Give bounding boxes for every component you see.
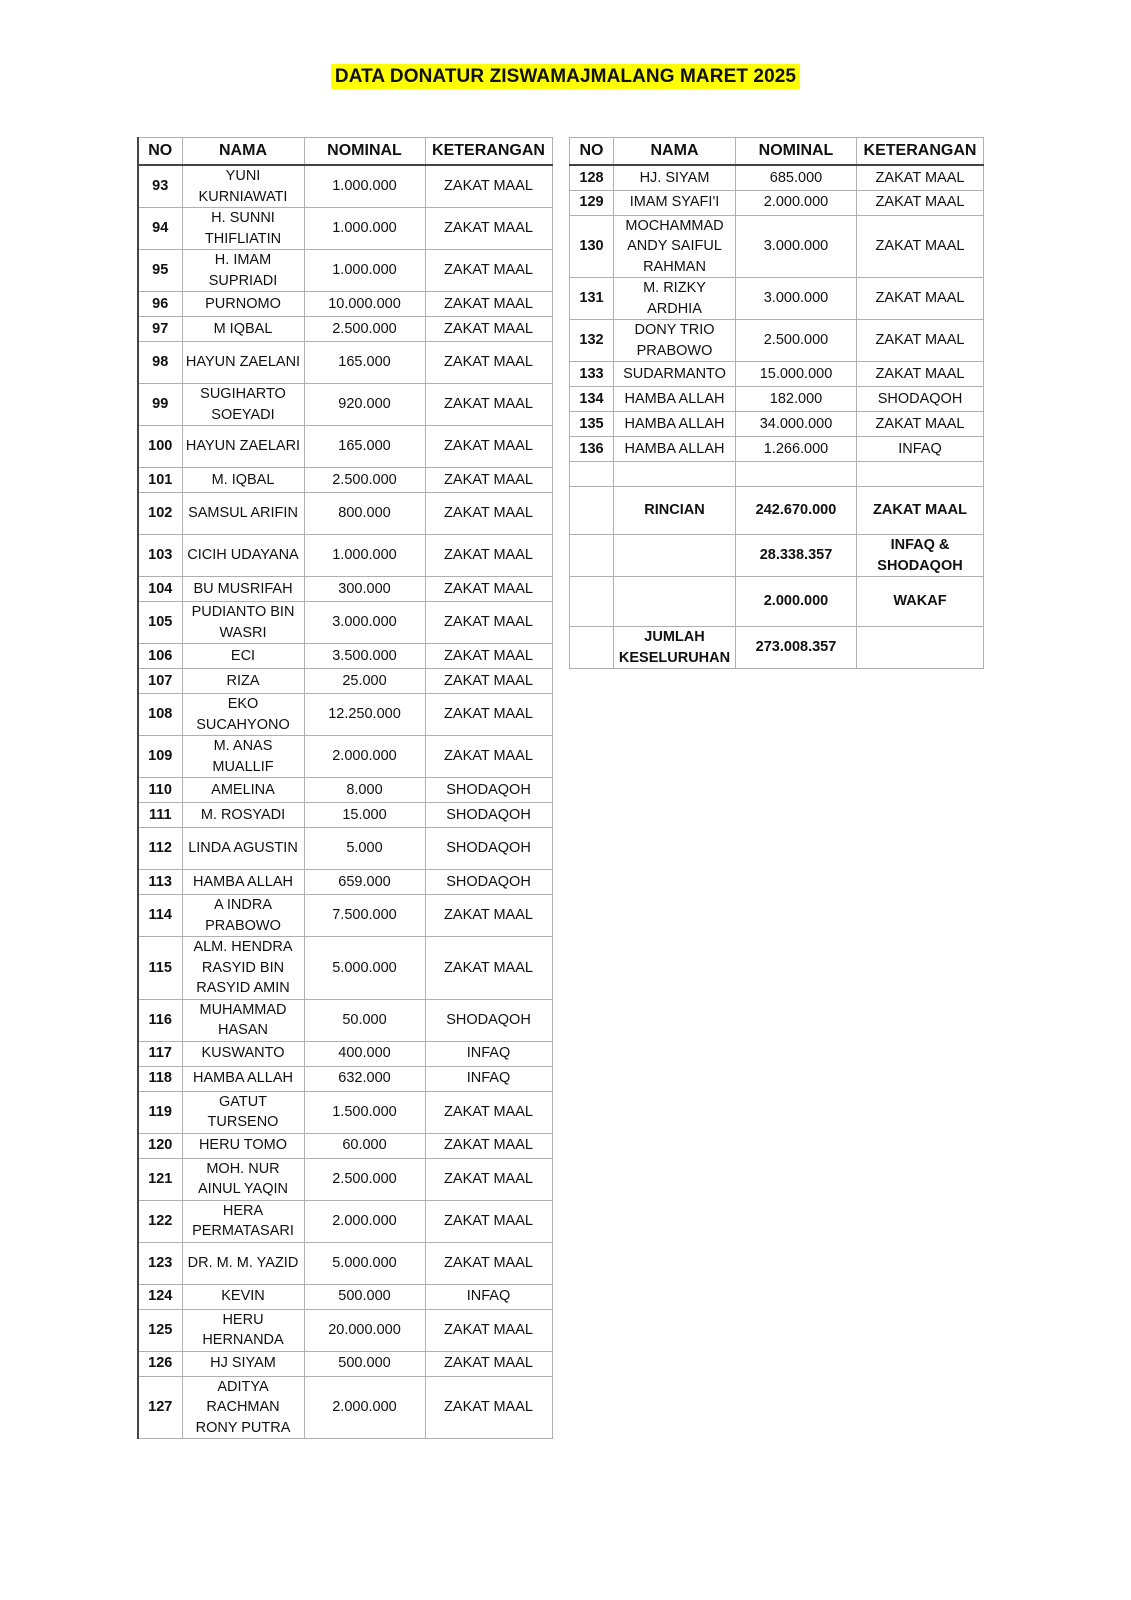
row-no: 115 — [138, 937, 182, 1000]
row-keterangan: INFAQ — [857, 437, 984, 462]
table-row — [570, 278, 984, 320]
row-nama: EKO SUCAHYONO — [182, 694, 304, 736]
summary-keterangan: WAKAF — [857, 577, 984, 627]
row-no: 110 — [138, 778, 182, 803]
row-nominal: 500.000 — [304, 1284, 425, 1309]
document-title: DATA DONATUR ZISWAMAJMALANG MARET 2025 — [331, 64, 800, 89]
row-nama: ADITYA RACHMAN RONY PUTRA — [182, 1376, 304, 1439]
table-row — [570, 215, 984, 278]
row-no: 104 — [138, 577, 182, 602]
row-nama: KUSWANTO — [182, 1041, 304, 1066]
row-keterangan: ZAKAT MAAL — [425, 736, 552, 778]
table-row — [570, 362, 984, 387]
row-nama: DONY TRIO PRABOWO — [614, 320, 736, 362]
row-no: 134 — [570, 387, 614, 412]
row-nama: M IQBAL — [182, 317, 304, 342]
row-keterangan: ZAKAT MAAL — [425, 1200, 552, 1242]
row-nama: SUGIHARTO SOEYADI — [182, 384, 304, 426]
row-nominal: 3.000.000 — [736, 278, 857, 320]
row-no: 118 — [138, 1066, 182, 1091]
row-nama: H. IMAM SUPRIADI — [182, 250, 304, 292]
table-row — [138, 1309, 552, 1351]
row-nominal: 3.000.000 — [736, 215, 857, 278]
row-nama: SUDARMANTO — [614, 362, 736, 387]
summary-nominal: 28.338.357 — [736, 535, 857, 577]
row-nominal: 2.000.000 — [304, 1200, 425, 1242]
row-keterangan: INFAQ — [425, 1284, 552, 1309]
table-row — [138, 644, 552, 669]
table-row — [138, 1376, 552, 1439]
table-row — [138, 803, 552, 828]
document-title-wrap — [0, 66, 1131, 88]
row-no: 106 — [138, 644, 182, 669]
row-keterangan: SHODAQOH — [425, 828, 552, 870]
row-nominal: 1.000.000 — [304, 165, 425, 208]
row-nama: HAMBA ALLAH — [182, 1066, 304, 1091]
row-no: 98 — [138, 342, 182, 384]
row-nominal: 2.500.000 — [736, 320, 857, 362]
row-nama: M. RIZKY ARDHIA — [614, 278, 736, 320]
row-nominal: 165.000 — [304, 342, 425, 384]
table-row — [138, 1284, 552, 1309]
row-keterangan: ZAKAT MAAL — [425, 165, 552, 208]
row-nama: HERU TOMO — [182, 1133, 304, 1158]
row-nama: M. IQBAL — [182, 468, 304, 493]
row-nama: HJ. SIYAM — [614, 165, 736, 190]
empty-cell — [570, 577, 614, 627]
row-nama: HERU HERNANDA — [182, 1309, 304, 1351]
row-keterangan: ZAKAT MAAL — [425, 895, 552, 937]
row-nominal: 2.500.000 — [304, 317, 425, 342]
table-row — [138, 468, 552, 493]
row-nama: M. ANAS MUALLIF — [182, 736, 304, 778]
row-keterangan: ZAKAT MAAL — [425, 426, 552, 468]
row-nominal: 3.000.000 — [304, 602, 425, 644]
row-keterangan: ZAKAT MAAL — [857, 165, 984, 190]
row-nominal: 2.500.000 — [304, 1158, 425, 1200]
row-no: 126 — [138, 1351, 182, 1376]
empty-cell — [570, 627, 614, 669]
row-keterangan: SHODAQOH — [857, 387, 984, 412]
row-nominal: 1.000.000 — [304, 535, 425, 577]
table-row — [570, 320, 984, 362]
row-nama: AMELINA — [182, 778, 304, 803]
summary-keterangan — [857, 627, 984, 669]
row-no: 125 — [138, 1309, 182, 1351]
row-keterangan: ZAKAT MAAL — [425, 1309, 552, 1351]
header-no: NO — [570, 138, 614, 166]
row-nominal: 60.000 — [304, 1133, 425, 1158]
row-no: 136 — [570, 437, 614, 462]
summary-row — [570, 535, 984, 577]
row-nama: PURNOMO — [182, 292, 304, 317]
summary-nominal: 242.670.000 — [736, 487, 857, 535]
row-no: 127 — [138, 1376, 182, 1439]
row-no: 94 — [138, 208, 182, 250]
table-row — [138, 1200, 552, 1242]
row-nama: ALM. HENDRA RASYID BIN RASYID AMIN — [182, 937, 304, 1000]
header-nama: NAMA — [614, 138, 736, 166]
empty-cell — [570, 535, 614, 577]
table-row — [138, 384, 552, 426]
row-nominal: 8.000 — [304, 778, 425, 803]
empty-cell — [614, 462, 736, 487]
row-no: 107 — [138, 669, 182, 694]
row-nominal: 1.000.000 — [304, 208, 425, 250]
row-keterangan: ZAKAT MAAL — [425, 317, 552, 342]
row-keterangan: ZAKAT MAAL — [857, 412, 984, 437]
row-keterangan: SHODAQOH — [425, 999, 552, 1041]
row-nama: M. ROSYADI — [182, 803, 304, 828]
table-row — [138, 1351, 552, 1376]
table-row — [138, 1242, 552, 1284]
table-row — [138, 165, 552, 208]
row-nama: HAMBA ALLAH — [614, 412, 736, 437]
row-nama: HERA PERMATASARI — [182, 1200, 304, 1242]
table-row — [138, 317, 552, 342]
donor-table-left — [137, 137, 553, 1439]
summary-label: JUMLAH KESELURUHAN — [614, 627, 736, 669]
summary-row — [570, 487, 984, 535]
row-nama: HAYUN ZAELARI — [182, 426, 304, 468]
row-keterangan: ZAKAT MAAL — [425, 384, 552, 426]
row-nominal: 2.000.000 — [736, 190, 857, 215]
row-nominal: 5.000.000 — [304, 937, 425, 1000]
row-nama: YUNI KURNIAWATI — [182, 165, 304, 208]
table-row — [138, 694, 552, 736]
row-keterangan: ZAKAT MAAL — [425, 1242, 552, 1284]
table-row — [138, 778, 552, 803]
table-row — [138, 937, 552, 1000]
row-keterangan: ZAKAT MAAL — [425, 535, 552, 577]
empty-cell — [570, 462, 614, 487]
table-row — [138, 602, 552, 644]
row-no: 99 — [138, 384, 182, 426]
table-row — [138, 870, 552, 895]
row-keterangan: ZAKAT MAAL — [857, 215, 984, 278]
table-row — [570, 190, 984, 215]
table-row — [138, 1091, 552, 1133]
row-keterangan: ZAKAT MAAL — [425, 669, 552, 694]
row-no: 100 — [138, 426, 182, 468]
row-nominal: 400.000 — [304, 1041, 425, 1066]
row-nama: HAMBA ALLAH — [182, 870, 304, 895]
row-nama: MOCHAMMAD ANDY SAIFUL RAHMAN — [614, 215, 736, 278]
row-no: 128 — [570, 165, 614, 190]
row-nominal: 5.000 — [304, 828, 425, 870]
table-row — [138, 577, 552, 602]
row-keterangan: ZAKAT MAAL — [425, 577, 552, 602]
table-row — [138, 1041, 552, 1066]
row-nominal: 632.000 — [304, 1066, 425, 1091]
row-nama: HAMBA ALLAH — [614, 387, 736, 412]
table-row — [138, 342, 552, 384]
row-no: 122 — [138, 1200, 182, 1242]
row-keterangan: ZAKAT MAAL — [425, 1376, 552, 1439]
row-nama: MUHAMMAD HASAN — [182, 999, 304, 1041]
row-nominal: 182.000 — [736, 387, 857, 412]
row-nama: A INDRA PRABOWO — [182, 895, 304, 937]
header-no: NO — [138, 138, 182, 166]
row-no: 95 — [138, 250, 182, 292]
row-keterangan: ZAKAT MAAL — [425, 493, 552, 535]
table-row — [570, 387, 984, 412]
row-keterangan: ZAKAT MAAL — [425, 292, 552, 317]
row-keterangan: ZAKAT MAAL — [857, 278, 984, 320]
row-nominal: 15.000.000 — [736, 362, 857, 387]
summary-label — [614, 577, 736, 627]
summary-label — [614, 535, 736, 577]
header-row — [570, 138, 984, 166]
row-no: 124 — [138, 1284, 182, 1309]
row-no: 116 — [138, 999, 182, 1041]
row-no: 132 — [570, 320, 614, 362]
row-nominal: 1.500.000 — [304, 1091, 425, 1133]
row-keterangan: ZAKAT MAAL — [425, 1351, 552, 1376]
table-row — [138, 535, 552, 577]
row-no: 117 — [138, 1041, 182, 1066]
row-keterangan: ZAKAT MAAL — [425, 644, 552, 669]
row-no: 135 — [570, 412, 614, 437]
row-keterangan: SHODAQOH — [425, 870, 552, 895]
row-nama: BU MUSRIFAH — [182, 577, 304, 602]
row-nominal: 12.250.000 — [304, 694, 425, 736]
row-nominal: 5.000.000 — [304, 1242, 425, 1284]
row-nominal: 15.000 — [304, 803, 425, 828]
row-nominal: 50.000 — [304, 999, 425, 1041]
summary-label: RINCIAN — [614, 487, 736, 535]
row-keterangan: SHODAQOH — [425, 778, 552, 803]
table-row — [138, 736, 552, 778]
row-nominal: 1.266.000 — [736, 437, 857, 462]
table-row — [138, 208, 552, 250]
row-no: 119 — [138, 1091, 182, 1133]
table-row — [138, 1158, 552, 1200]
row-no: 96 — [138, 292, 182, 317]
empty-cell — [570, 487, 614, 535]
row-no: 123 — [138, 1242, 182, 1284]
row-nominal: 2.000.000 — [304, 1376, 425, 1439]
row-keterangan: ZAKAT MAAL — [425, 937, 552, 1000]
row-keterangan: INFAQ — [425, 1041, 552, 1066]
row-keterangan: ZAKAT MAAL — [857, 320, 984, 362]
row-keterangan: ZAKAT MAAL — [425, 468, 552, 493]
row-nominal: 165.000 — [304, 426, 425, 468]
row-nominal: 20.000.000 — [304, 1309, 425, 1351]
row-keterangan: ZAKAT MAAL — [425, 208, 552, 250]
empty-cell — [736, 462, 857, 487]
row-nama: LINDA AGUSTIN — [182, 828, 304, 870]
row-no: 133 — [570, 362, 614, 387]
row-nominal: 34.000.000 — [736, 412, 857, 437]
header-keterangan: KETERANGAN — [425, 138, 552, 166]
row-nama: RIZA — [182, 669, 304, 694]
header-nama: NAMA — [182, 138, 304, 166]
row-keterangan: ZAKAT MAAL — [425, 602, 552, 644]
summary-row — [570, 627, 984, 669]
row-keterangan: SHODAQOH — [425, 803, 552, 828]
row-keterangan: ZAKAT MAAL — [425, 250, 552, 292]
row-no: 112 — [138, 828, 182, 870]
row-no: 113 — [138, 870, 182, 895]
row-keterangan: ZAKAT MAAL — [425, 1091, 552, 1133]
row-nominal: 2.000.000 — [304, 736, 425, 778]
header-nominal: NOMINAL — [736, 138, 857, 166]
row-no: 102 — [138, 493, 182, 535]
table-row — [138, 895, 552, 937]
row-nama: HAYUN ZAELANI — [182, 342, 304, 384]
row-nama: KEVIN — [182, 1284, 304, 1309]
summary-nominal: 2.000.000 — [736, 577, 857, 627]
donor-table-right — [569, 137, 984, 669]
spacer-row — [570, 462, 984, 487]
row-nama: SAMSUL ARIFIN — [182, 493, 304, 535]
row-no: 103 — [138, 535, 182, 577]
row-no: 109 — [138, 736, 182, 778]
table-row — [138, 493, 552, 535]
row-nominal: 920.000 — [304, 384, 425, 426]
table-row — [138, 426, 552, 468]
summary-nominal: 273.008.357 — [736, 627, 857, 669]
row-nominal: 685.000 — [736, 165, 857, 190]
row-nama: PUDIANTO BIN WASRI — [182, 602, 304, 644]
table-row — [138, 1066, 552, 1091]
row-nama: HAMBA ALLAH — [614, 437, 736, 462]
row-nominal: 3.500.000 — [304, 644, 425, 669]
row-no: 111 — [138, 803, 182, 828]
row-keterangan: ZAKAT MAAL — [425, 342, 552, 384]
table-row — [138, 828, 552, 870]
row-nominal: 1.000.000 — [304, 250, 425, 292]
row-nominal: 10.000.000 — [304, 292, 425, 317]
row-nominal: 7.500.000 — [304, 895, 425, 937]
row-no: 120 — [138, 1133, 182, 1158]
table-row — [570, 165, 984, 190]
row-keterangan: ZAKAT MAAL — [425, 1133, 552, 1158]
row-nama: ECI — [182, 644, 304, 669]
table-row — [570, 412, 984, 437]
row-nominal: 25.000 — [304, 669, 425, 694]
row-no: 93 — [138, 165, 182, 208]
row-no: 97 — [138, 317, 182, 342]
row-no: 129 — [570, 190, 614, 215]
row-nama: IMAM SYAFI'I — [614, 190, 736, 215]
row-nama: CICIH UDAYANA — [182, 535, 304, 577]
header-nominal: NOMINAL — [304, 138, 425, 166]
table-row — [570, 437, 984, 462]
table-row — [138, 999, 552, 1041]
row-no: 131 — [570, 278, 614, 320]
row-keterangan: INFAQ — [425, 1066, 552, 1091]
table-row — [138, 669, 552, 694]
header-keterangan: KETERANGAN — [857, 138, 984, 166]
row-nama: MOH. NUR AINUL YAQIN — [182, 1158, 304, 1200]
row-nama: HJ SIYAM — [182, 1351, 304, 1376]
row-nominal: 2.500.000 — [304, 468, 425, 493]
row-no: 121 — [138, 1158, 182, 1200]
empty-cell — [857, 462, 984, 487]
row-keterangan: ZAKAT MAAL — [857, 190, 984, 215]
row-nominal: 500.000 — [304, 1351, 425, 1376]
summary-keterangan: INFAQ & SHODAQOH — [857, 535, 984, 577]
row-no: 101 — [138, 468, 182, 493]
row-no: 105 — [138, 602, 182, 644]
table-row — [138, 250, 552, 292]
row-nominal: 659.000 — [304, 870, 425, 895]
row-nominal: 800.000 — [304, 493, 425, 535]
summary-keterangan: ZAKAT MAAL — [857, 487, 984, 535]
row-nama: GATUT TURSENO — [182, 1091, 304, 1133]
row-keterangan: ZAKAT MAAL — [425, 694, 552, 736]
row-keterangan: ZAKAT MAAL — [425, 1158, 552, 1200]
row-keterangan: ZAKAT MAAL — [857, 362, 984, 387]
row-nama: DR. M. M. YAZID — [182, 1242, 304, 1284]
row-nominal: 300.000 — [304, 577, 425, 602]
header-row — [138, 138, 552, 166]
table-row — [138, 292, 552, 317]
table-row — [138, 1133, 552, 1158]
row-no: 114 — [138, 895, 182, 937]
row-no: 108 — [138, 694, 182, 736]
row-nama: H. SUNNI THIFLIATIN — [182, 208, 304, 250]
row-no: 130 — [570, 215, 614, 278]
summary-row — [570, 577, 984, 627]
